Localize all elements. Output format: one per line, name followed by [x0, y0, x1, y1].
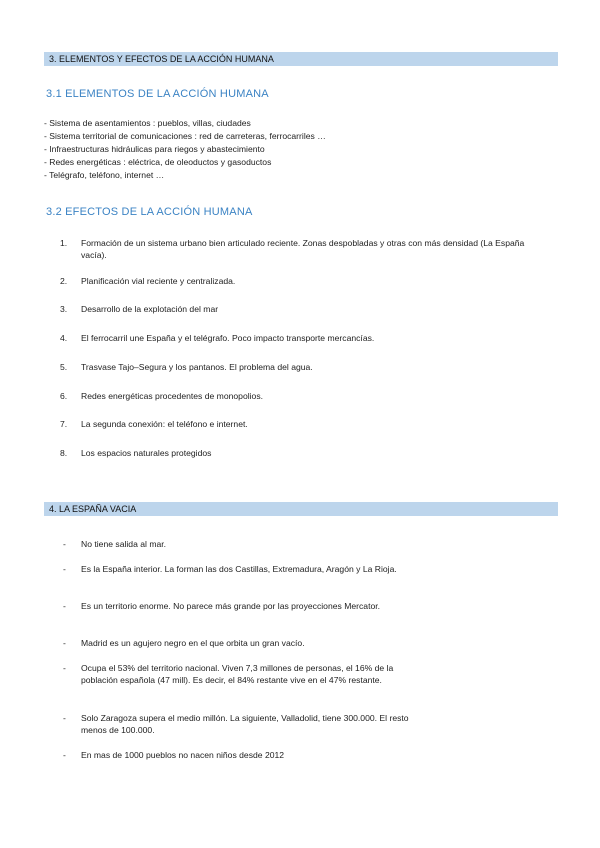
subsection-3-2-heading: 3.2 EFECTOS DE LA ACCIÓN HUMANA: [46, 206, 253, 218]
list-item-text: En mas de 1000 pueblos no nacen niños desde 2012: [81, 750, 285, 760]
section-3-band: 3. ELEMENTOS Y EFECTOS DE LA ACCIÓN HUMANA: [44, 52, 558, 66]
effects-item-number: 2.: [60, 276, 68, 286]
elements-list-item: - Sistema de asentamientos : pueblos, villas, ciudades: [44, 118, 251, 128]
list-dash: -: [63, 638, 66, 648]
list-item-text: Ocupa el 53% del territorio nacional. Viven 7,3 millones de personas, el 16% de la población española (47 mill). Es decir, el 84% restante vive en el 47% restante.: [81, 663, 394, 685]
list-dash: -: [63, 539, 66, 549]
subsection-3-1-heading: 3.1 ELEMENTOS DE LA ACCIÓN HUMANA: [46, 88, 269, 100]
effects-item-number: 6.: [60, 391, 68, 401]
effects-item-text: Redes energéticas procedentes de monopolios.: [81, 391, 264, 401]
elements-list-item: - Sistema territorial de comunicaciones : red de carreteras, ferrocarriles …: [44, 131, 326, 141]
effects-item-text: Planificación vial reciente y centralizada.: [81, 276, 236, 286]
elements-list-item: - Infraestructuras hidráulicas para riegos y abastecimiento: [44, 144, 265, 154]
effects-item-text: Desarrollo de la explotación del mar: [81, 304, 219, 314]
list-dash: -: [63, 713, 66, 723]
effects-item-number: 8.: [60, 448, 68, 458]
elements-list: [44, 117, 326, 182]
list-item-text: Es un territorio enorme. No parece más grande por las proyecciones Mercator.: [81, 601, 381, 611]
elements-list-item: - Redes energéticas : eléctrica, de oleoductos y gasoductos: [44, 157, 272, 167]
list-dash: -: [63, 750, 66, 760]
section-4-band: 4. LA ESPAÑA VACIA: [44, 502, 558, 516]
list-dash: -: [63, 601, 66, 611]
elements-list-item: - Telégrafo, teléfono, internet …: [44, 170, 165, 180]
effects-item-text: La segunda conexión: el teléfono e internet.: [81, 419, 248, 429]
list-item-text: No tiene salida al mar.: [81, 539, 167, 549]
effects-item-text: El ferrocarril une España y el telégrafo. Poco impacto transporte mercancías.: [81, 333, 375, 343]
effects-item-number: 4.: [60, 333, 68, 343]
effects-item-number: 1.: [60, 238, 68, 248]
list-dash: -: [63, 564, 66, 574]
list-item-text: Es la España interior. La forman las dos Castillas, Extremadura, Aragón y La Rioja.: [81, 564, 397, 574]
list-item-text: Solo Zaragoza supera el medio millón. La siguiente, Valladolid, tiene 300.000. El resto menos de 100.000.: [81, 713, 409, 735]
list-item-text: Madrid es un agujero negro en el que orbita un gran vacío.: [81, 638, 305, 648]
effects-item-text: Formación de un sistema urbano bien articulado reciente. Zonas despobladas y otras con más densidad (La España vacía).: [81, 238, 525, 260]
effects-item-number: 7.: [60, 419, 68, 429]
list-dash: -: [63, 663, 66, 673]
effects-item-number: 5.: [60, 362, 68, 372]
effects-item-number: 3.: [60, 304, 68, 314]
effects-item-text: Trasvase Tajo–Segura y los pantanos. El problema del agua.: [81, 362, 313, 372]
effects-item-text: Los espacios naturales protegidos: [81, 448, 212, 458]
